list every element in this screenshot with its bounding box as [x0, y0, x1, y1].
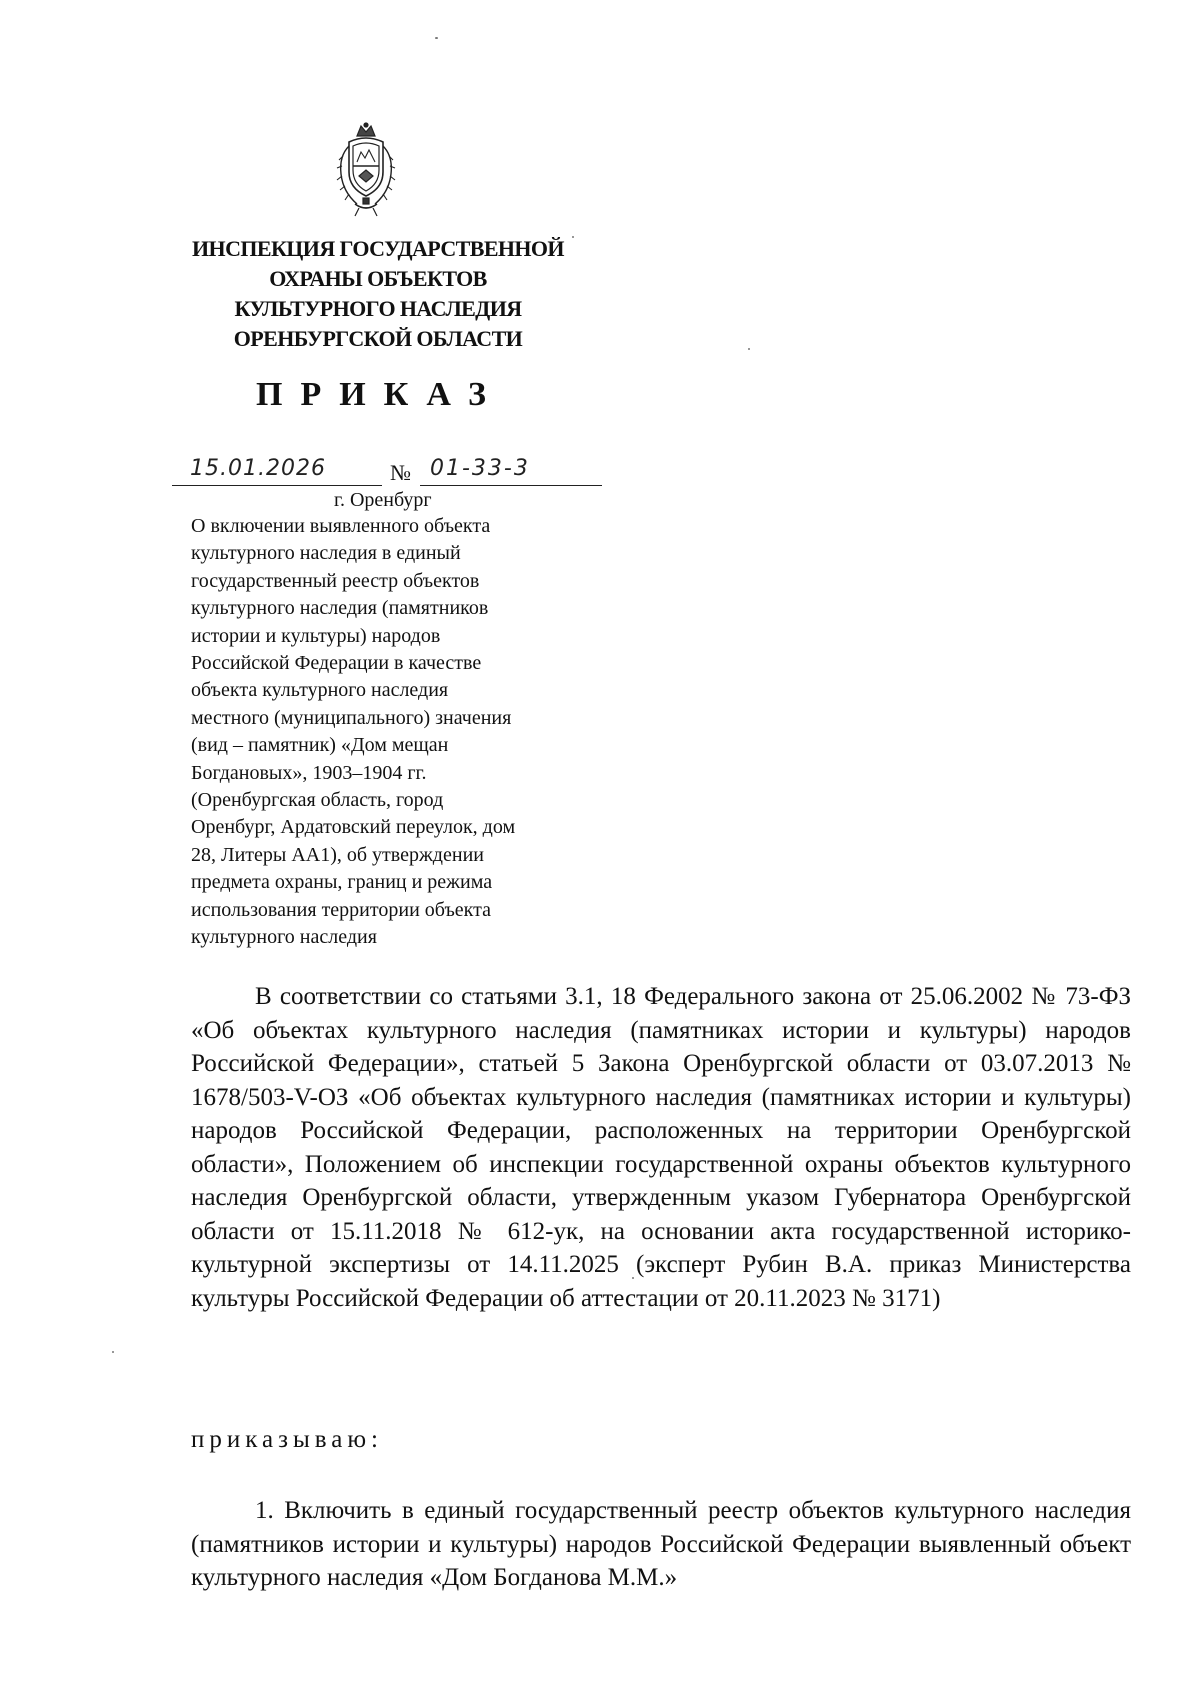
- org-line: ИНСПЕКЦИЯ ГОСУДАРСТВЕННОЙ: [192, 236, 564, 261]
- org-line: ОХРАНЫ ОБЪЕКТОВ: [269, 266, 487, 291]
- order-word: приказываю:: [191, 1426, 383, 1453]
- handwritten-number: 01-33-3: [430, 456, 530, 481]
- coat-of-arms-emblem: [335, 122, 397, 218]
- document-title: ПРИКАЗ: [256, 376, 504, 413]
- scan-speck: [748, 348, 750, 350]
- org-line: КУЛЬТУРНОГО НАСЛЕДИЯ: [234, 296, 522, 321]
- organization-name: [168, 234, 588, 354]
- date-underline: [172, 485, 382, 486]
- date-number-line: [172, 456, 602, 488]
- number-label: №: [390, 460, 411, 485]
- scan-speck: [112, 1351, 114, 1353]
- preamble-paragraph: В соответствии со статьями 3.1, 18 Федерального закона от 25.06.2002 № 73-ФЗ «Об объектах культурного наследия (памятниках истории и культуры) народов Российской Федерации», статьей 5 Закона Оренбургской области от 03.07.2013 № 1678/503-V-ОЗ «Об объектах культурного наследия (памятниках истории и культуры) народов Российской Федерации, расположенных на территории Оренбургской области», Положением об инспекции государственной охраны объектов культурного наследия Оренбургской области, утвержденным указом Губернатора Оренбургской области от 15.11.2018 № 612-ук, на основании акта государственной историко-культурной экспертизы от 14.11.2025 (эксперт Рубин В.А. приказ Министерства культуры Российской Федерации об аттестации от 20.11.2023 № 3171): [191, 983, 1131, 1312]
- handwritten-date: 15.01.2026: [190, 456, 326, 481]
- scan-speck: [435, 37, 438, 39]
- number-underline: [420, 485, 602, 486]
- city: г. Оренбург: [334, 489, 432, 511]
- org-line: ОРЕНБУРГСКОЙ ОБЛАСТИ: [233, 326, 523, 351]
- order-item-1: 1. Включить в единый государственный реестр объектов культурного наследия (памятников истории и культуры) народов Российской Федерации выявленный объект культурного наследия «Дом Богданова М.М.»: [191, 1497, 1131, 1591]
- order-subject: О включении выявленного объекта культурного наследия в единый государственный реестр объектов культурного наследия (памятников истории и культуры) народов Российской Федерации в качестве объекта культурного наследия местного (муниципального) значения (вид – памятник) «Дом мещан Богдановых», 1903–1904 гг. (Оренбургская область, город Оренбург, Ардатовский переулок, дом 28, Литеры АА1), об утверждении предмета охраны, границ и режима использования территории объекта культурного наследия: [191, 515, 516, 949]
